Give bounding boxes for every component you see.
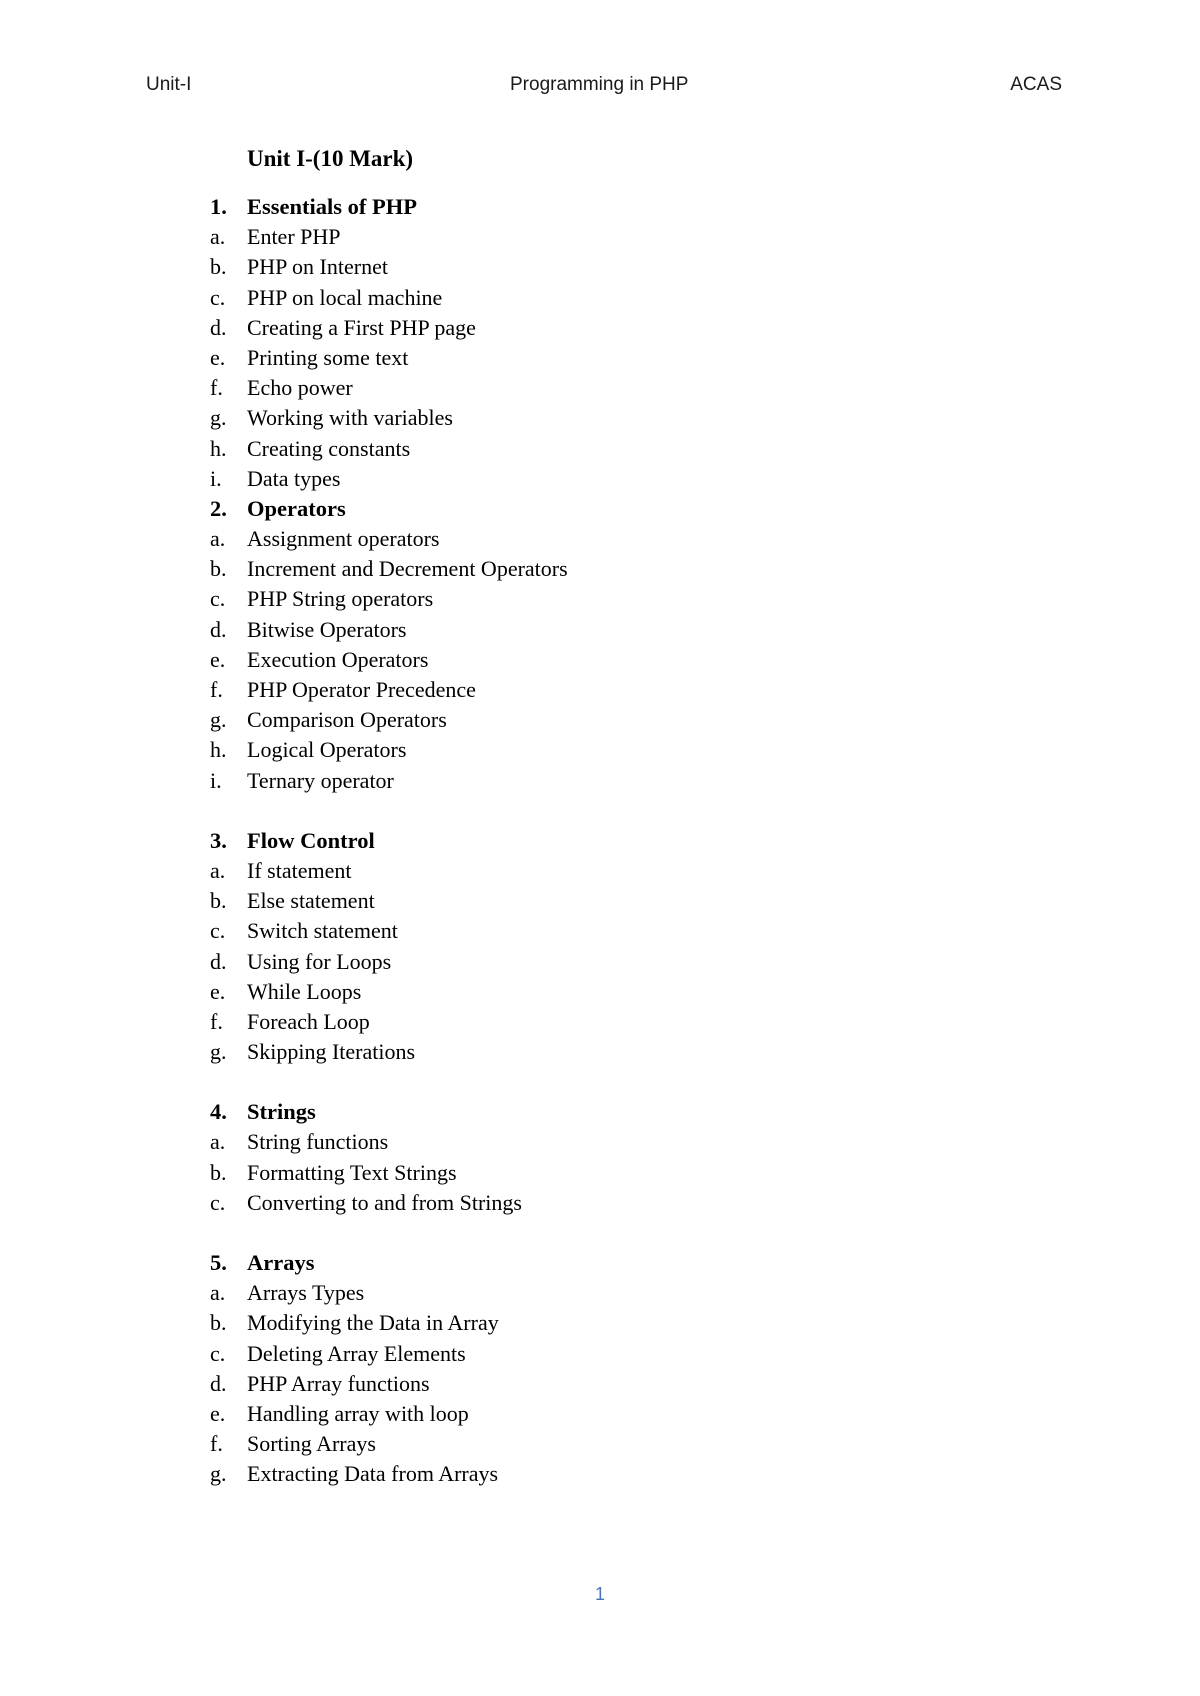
- page-number: 1: [594, 1584, 605, 1604]
- list-item-text: If statement: [247, 857, 352, 883]
- syllabus-section: [0, 192, 1200, 494]
- list-item-text: Arrays Types: [247, 1280, 365, 1306]
- list-item-text: Printing some text: [247, 344, 409, 370]
- list-item-text: Else statement: [247, 888, 375, 914]
- list-item-marker: a.: [210, 526, 226, 552]
- list-item: [0, 584, 1200, 614]
- list-item-text: Skipping Iterations: [247, 1039, 416, 1065]
- list-item-text: Echo power: [247, 375, 353, 401]
- list-item-marker: e.: [210, 646, 226, 672]
- section-number: 2.: [210, 495, 227, 521]
- list-item-marker: i.: [210, 767, 222, 793]
- list-item: [0, 947, 1200, 977]
- list-item: [0, 1399, 1200, 1429]
- list-item: [0, 554, 1200, 584]
- list-item-marker: h.: [210, 737, 227, 763]
- document-title: Unit I-(10 Mark): [247, 146, 414, 171]
- list-item-text: Working with variables: [247, 405, 453, 431]
- list-item: [0, 1037, 1200, 1067]
- list-item: [0, 705, 1200, 735]
- list-item-marker: b.: [210, 888, 227, 914]
- list-item-text: While Loops: [247, 978, 362, 1004]
- list-item: [0, 1459, 1200, 1489]
- section-heading: [0, 826, 1200, 856]
- syllabus-list: [0, 192, 1200, 1490]
- list-item-marker: e.: [210, 978, 226, 1004]
- list-item: [0, 1339, 1200, 1369]
- list-item-marker: d.: [210, 616, 227, 642]
- list-item-text: Using for Loops: [247, 948, 392, 974]
- header-unit: Unit-I: [146, 74, 192, 95]
- list-item-marker: i.: [210, 465, 222, 491]
- list-item: [0, 1158, 1200, 1188]
- list-item-text: Sorting Arrays: [247, 1431, 376, 1457]
- list-item-text: Modifying the Data in Array: [247, 1310, 499, 1336]
- header-subject: Programming in PHP: [510, 74, 689, 95]
- list-item: [0, 675, 1200, 705]
- list-item-marker: c.: [210, 918, 226, 944]
- list-item-text: Converting to and from Strings: [247, 1189, 522, 1215]
- list-item-text: Formatting Text Strings: [247, 1159, 457, 1185]
- list-item-marker: e.: [210, 1400, 226, 1426]
- section-title: Arrays: [247, 1250, 315, 1275]
- list-item-text: PHP Operator Precedence: [247, 677, 476, 702]
- list-item: [0, 434, 1200, 464]
- list-item: [0, 615, 1200, 645]
- list-item-marker: d.: [210, 314, 227, 340]
- list-item-text: PHP String operators: [247, 586, 434, 612]
- list-item-marker: c.: [210, 1189, 226, 1215]
- list-item-marker: b.: [210, 1159, 227, 1185]
- list-item-text: PHP on Internet: [247, 254, 388, 280]
- list-item-text: Handling array with loop: [247, 1400, 469, 1426]
- list-item: [0, 313, 1200, 343]
- list-item: [0, 916, 1200, 946]
- list-item-text: PHP Array functions: [247, 1370, 430, 1396]
- list-item-text: Comparison Operators: [247, 707, 447, 733]
- list-item-marker: d.: [210, 948, 227, 974]
- list-item: [0, 977, 1200, 1007]
- list-item: [0, 735, 1200, 765]
- list-item-marker: f.: [210, 1008, 223, 1034]
- list-item-marker: b.: [210, 254, 227, 280]
- header-institution: ACAS: [1010, 74, 1062, 95]
- list-item-text: Creating constants: [247, 435, 411, 461]
- list-item-text: Increment and Decrement Operators: [247, 556, 568, 582]
- syllabus-section: [0, 494, 1200, 796]
- list-item: [0, 403, 1200, 433]
- list-item-text: Execution Operators: [247, 646, 429, 672]
- list-item-text: Assignment operators: [247, 526, 440, 552]
- section-number: 5.: [210, 1250, 227, 1275]
- list-item-text: Data types: [247, 465, 341, 491]
- list-item-marker: f.: [210, 677, 223, 702]
- list-item: [0, 464, 1200, 494]
- list-item: [0, 645, 1200, 675]
- list-item: [0, 283, 1200, 313]
- section-number: 4.: [210, 1099, 227, 1125]
- list-item: [0, 1007, 1200, 1037]
- list-item-text: Creating a First PHP page: [247, 314, 476, 340]
- section-title: Essentials of PHP: [247, 194, 418, 219]
- list-item: [0, 886, 1200, 916]
- list-item-marker: g.: [210, 707, 227, 733]
- section-heading: [0, 1097, 1200, 1127]
- section-number: 1.: [210, 194, 227, 219]
- list-item: [0, 1127, 1200, 1157]
- list-item: [0, 524, 1200, 554]
- list-item-text: Logical Operators: [247, 737, 407, 763]
- list-item-marker: c.: [210, 284, 226, 310]
- list-item-marker: g.: [210, 1039, 227, 1065]
- section-heading: [0, 192, 1200, 222]
- list-item-text: Deleting Array Elements: [247, 1340, 466, 1366]
- list-item-marker: f.: [210, 375, 223, 401]
- section-title: Strings: [247, 1099, 316, 1125]
- list-item-text: Bitwise Operators: [247, 616, 407, 642]
- list-item: [0, 1278, 1200, 1308]
- list-item-marker: g.: [210, 405, 227, 431]
- list-item-marker: c.: [210, 586, 226, 612]
- section-heading: [0, 494, 1200, 524]
- section-title: Operators: [247, 495, 346, 521]
- list-item-marker: b.: [210, 556, 227, 582]
- list-item-marker: c.: [210, 1340, 226, 1366]
- list-item: [0, 222, 1200, 252]
- list-item-text: Ternary operator: [247, 767, 394, 793]
- list-item-marker: e.: [210, 344, 226, 370]
- list-item: [0, 1188, 1200, 1218]
- list-item-marker: d.: [210, 1370, 227, 1396]
- list-item: [0, 343, 1200, 373]
- list-item-marker: b.: [210, 1310, 227, 1336]
- list-item-marker: a.: [210, 224, 226, 250]
- list-item: [0, 373, 1200, 403]
- list-item-marker: g.: [210, 1461, 227, 1487]
- list-item: [0, 766, 1200, 796]
- section-title: Flow Control: [247, 827, 375, 853]
- list-item-text: Enter PHP: [247, 224, 341, 250]
- syllabus-section: [0, 1248, 1200, 1490]
- list-item-marker: a.: [210, 1280, 226, 1306]
- list-item-text: Switch statement: [247, 918, 398, 944]
- list-item: [0, 252, 1200, 282]
- list-item-text: Extracting Data from Arrays: [247, 1461, 499, 1487]
- list-item: [0, 1429, 1200, 1459]
- list-item: [0, 1369, 1200, 1399]
- list-item-marker: h.: [210, 435, 227, 461]
- section-number: 3.: [210, 827, 227, 853]
- page-header: [0, 70, 1200, 100]
- list-item-marker: a.: [210, 1129, 226, 1155]
- list-item: [0, 1308, 1200, 1338]
- list-item-marker: f.: [210, 1431, 223, 1457]
- syllabus-section: [0, 826, 1200, 1068]
- syllabus-section: [0, 1097, 1200, 1218]
- list-item-marker: a.: [210, 857, 226, 883]
- list-item: [0, 856, 1200, 886]
- section-heading: [0, 1248, 1200, 1278]
- list-item-text: Foreach Loop: [247, 1008, 370, 1034]
- list-item-text: PHP on local machine: [247, 284, 443, 310]
- list-item-text: String functions: [247, 1129, 389, 1155]
